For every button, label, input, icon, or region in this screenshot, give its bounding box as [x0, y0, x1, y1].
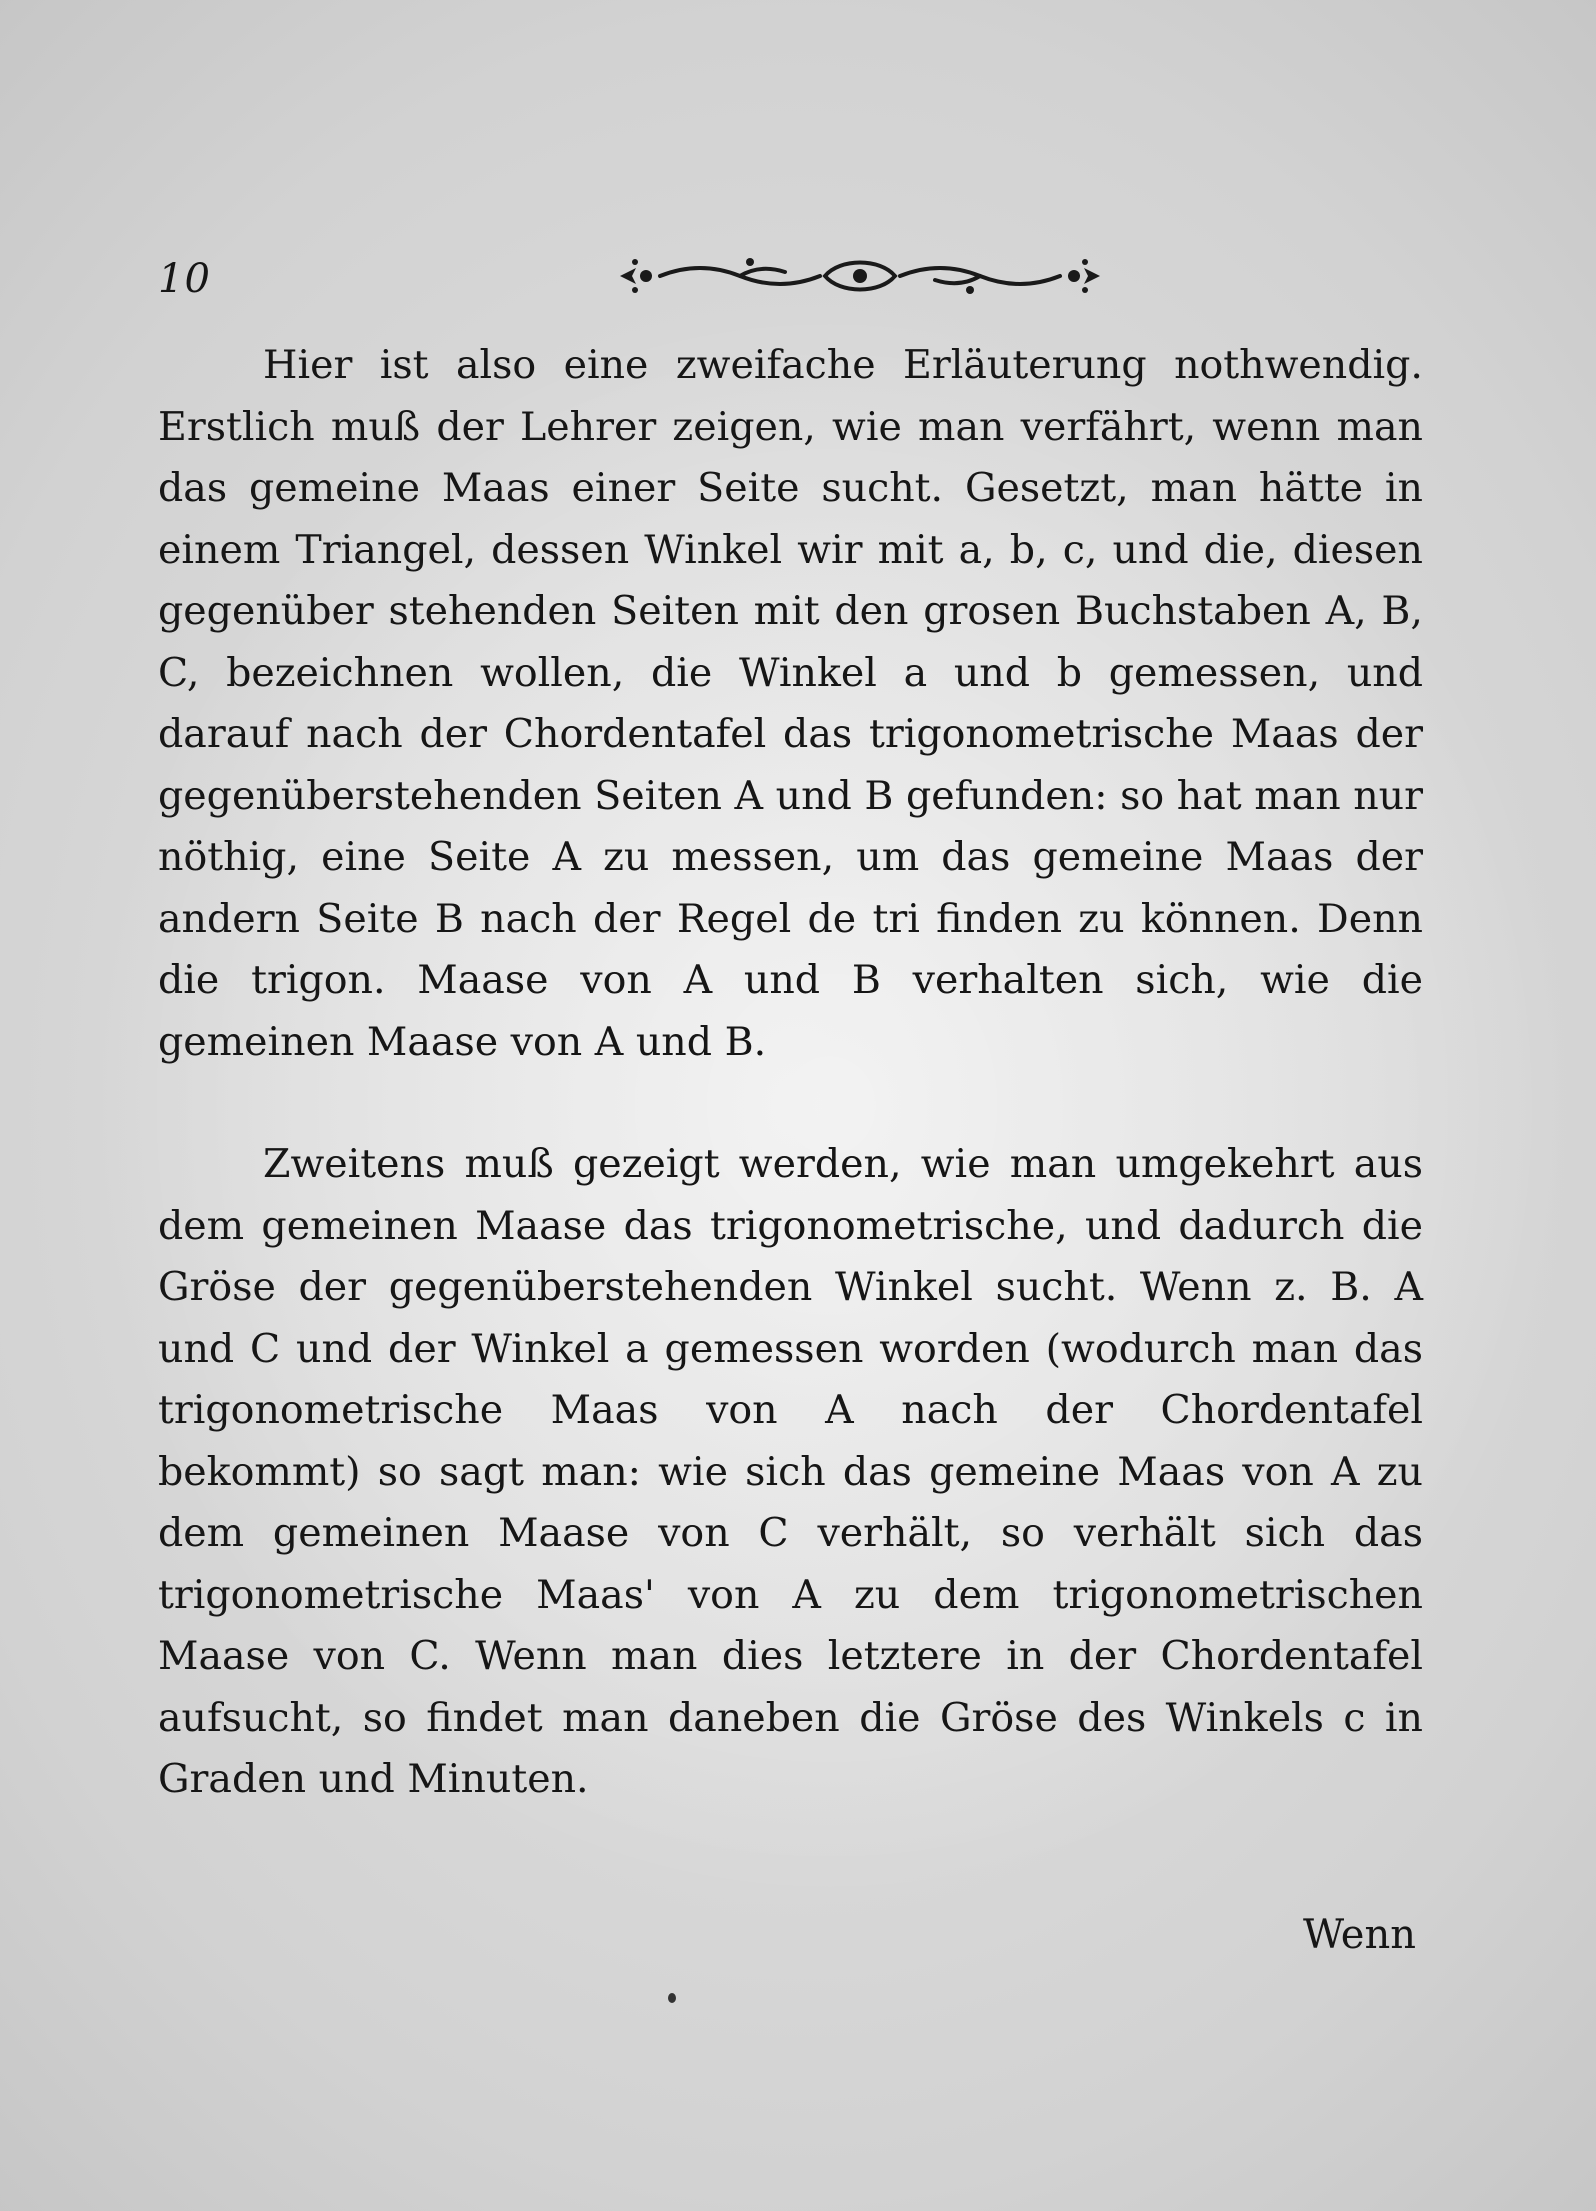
body-text	[158, 335, 1423, 1811]
paragraph-1: Hier ist also eine zweifache Erläuterung nothwendig. Erstlich muß der Lehrer zeigen, wie man verfährt, wenn man das gemeine Maas einer Seite sucht. Gesetzt, man hätte in einem Triangel, dessen Winkel wir mit a, b, c, und die, diesen gegenüber stehenden Seiten mit den grosen Buchstaben A, B, C, bezeichnen wollen, die Winkel a und b gemessen, und darauf nach der Chordentafel das trigonometrische Maas der gegenüberstehenden Seiten A und B gefunden: so hat man nur nöthig, eine Seite A zu messen, um das gemeine Maas der andern Seite B nach der Regel de tri finden zu können. Denn die trigon. Maase von A und B verhalten sich, wie die gemeinen Maase von A und B.	[158, 342, 1423, 1065]
ornament-icon	[600, 246, 1120, 306]
print-speck	[668, 1993, 676, 2003]
paragraph-2: Zweitens muß gezeigt werden, wie man umgekehrt aus dem gemeinen Maase das trigonometrische, und dadurch die Gröse der gegenüberstehenden Winkel sucht. Wenn z. B. A und C und der Winkel a gemessen worden (wodurch man das trigonometrische Maas von A nach der Chordentafel bekommt) so sagt man: wie sich das gemeine Maas von A zu dem gemeinen Maase von C verhält, so verhält sich das trigonometrische Maas' von A zu dem trigonometrischen Maase von C. Wenn man dies letztere in der Chordentafel aufsucht, so findet man daneben die Gröse des Winkels c in Graden und Minuten.	[158, 1141, 1423, 1802]
catchword: Wenn	[1302, 1912, 1416, 1958]
page-number: 10	[158, 256, 211, 302]
page-header	[150, 246, 1450, 306]
